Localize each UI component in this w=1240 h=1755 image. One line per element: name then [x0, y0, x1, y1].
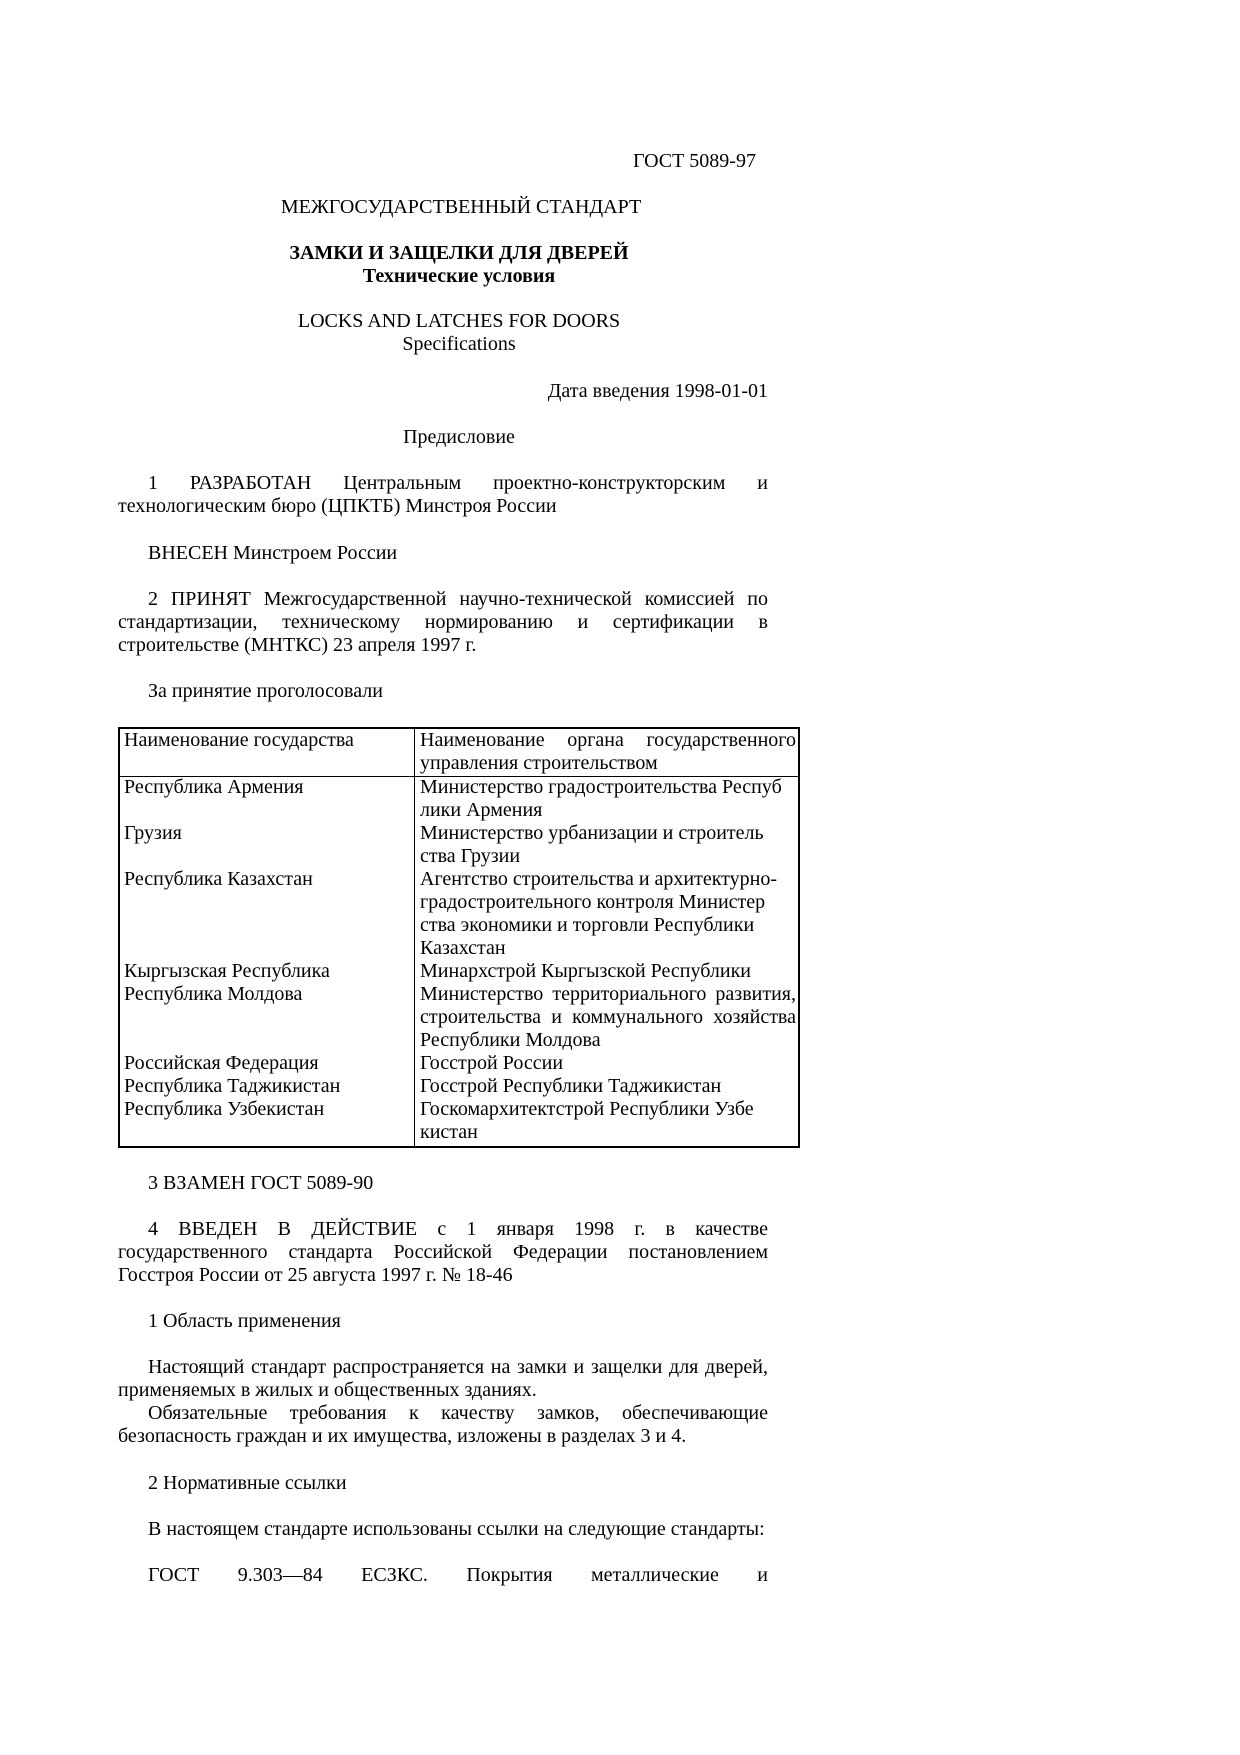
section-2-paragraph-1: В настоящем стандарте использованы ссылки на следующие стандарты: — [148, 1518, 765, 1540]
table-cell-organ: Министерство территориального развития, строительства и коммунального хозяйства Республики Молдова — [420, 983, 796, 1051]
subtitle-ru: Технические условия — [362, 265, 556, 287]
table-cell-organ: Госстрой Республики Таджикистан — [420, 1075, 722, 1097]
replaces-paragraph: 3 ВЗАМЕН ГОСТ 5089-90 — [148, 1172, 374, 1194]
table-cell-state: Российская Федерация — [124, 1052, 319, 1074]
section-1-heading: 1 Область применения — [148, 1310, 341, 1332]
standard-category: МЕЖГОСУДАРСТВЕННЫЙ СТАНДАРТ — [280, 196, 642, 218]
table-cell-state: Республика Молдова — [124, 983, 303, 1005]
table-cell-organ: Агентство строительства и архитектурно-градостроительного контроля Министер ства экономики и торговли Республики Казахстан — [420, 868, 778, 959]
section-2-paragraph-2: ГОСТ 9.303—84 ЕСЗКС. Покрытия металлические и — [148, 1564, 768, 1586]
preface-paragraph-2: ВНЕСЕН Минстроем России — [148, 542, 398, 564]
table-header-state: Наименование государства — [124, 729, 354, 751]
section-1-paragraph-2: Обязательные требования к качеству замков, обеспечивающие безопасность граждан и их имущества, изложены в разделах 3 и 4. — [118, 1402, 768, 1447]
preface-paragraph-3: 2 ПРИНЯТ Межгосударственной научно-технической комиссией по стандартизации, техническому нормированию и сертификации в строительстве (МНТКС) 23 апреля 1997 г. — [118, 588, 768, 656]
preface-heading: Предисловие — [403, 426, 515, 448]
table-cell-state: Республика Армения — [124, 776, 304, 798]
table-cell-state: Республика Казахстан — [124, 868, 313, 890]
table-column-divider — [414, 729, 415, 1146]
introduction-date: Дата введения 1998-01-01 — [547, 380, 768, 402]
document-code: ГОСТ 5089-97 — [633, 150, 756, 172]
section-2-heading: 2 Нормативные ссылки — [148, 1472, 347, 1494]
table-cell-organ: Госкомархитектстрой Республики Узбе кистан — [420, 1098, 754, 1143]
preface-paragraph-1: 1 РАЗРАБОТАН Центральным проектно-конструкторским и технологическим бюро (ЦПКТБ) Минстроя России — [118, 472, 768, 517]
table-cell-organ: Госстрой России — [420, 1052, 564, 1074]
section-1-paragraph-1: Настоящий стандарт распространяется на замки и защелки для дверей, применяемых в жилых и общественных зданиях. — [118, 1356, 768, 1401]
table-cell-organ: Министерство градостроительства Респуб лики Армения — [420, 776, 782, 821]
table-cell-state: Грузия — [124, 822, 182, 844]
preface-paragraph-4: За принятие проголосовали — [148, 680, 383, 702]
table-header-organ: Наименование органа государственного управления строительством — [420, 729, 796, 774]
title-ru: ЗАМКИ И ЗАЩЕЛКИ ДЛЯ ДВЕРЕЙ — [289, 242, 629, 264]
table-cell-organ: Министерство урбанизации и строитель ства Грузии — [420, 822, 764, 867]
table-cell-state: Республика Таджикистан — [124, 1075, 341, 1097]
voting-table — [118, 727, 800, 1148]
table-cell-organ: Минархстрой Кыргызской Республики — [420, 960, 751, 982]
effective-paragraph: 4 ВВЕДЕН В ДЕЙСТВИЕ с 1 января 1998 г. в качестве государственного стандарта Российской Федерации постановлением Госстроя России от 25 августа 1997 г. № 18-46 — [118, 1218, 768, 1286]
table-cell-state: Кыргызская Республика — [124, 960, 330, 982]
table-cell-state: Республика Узбекистан — [124, 1098, 325, 1120]
title-en: LOCKS AND LATCHES FOR DOORS — [297, 310, 621, 332]
subtitle-en: Specifications — [402, 333, 516, 355]
